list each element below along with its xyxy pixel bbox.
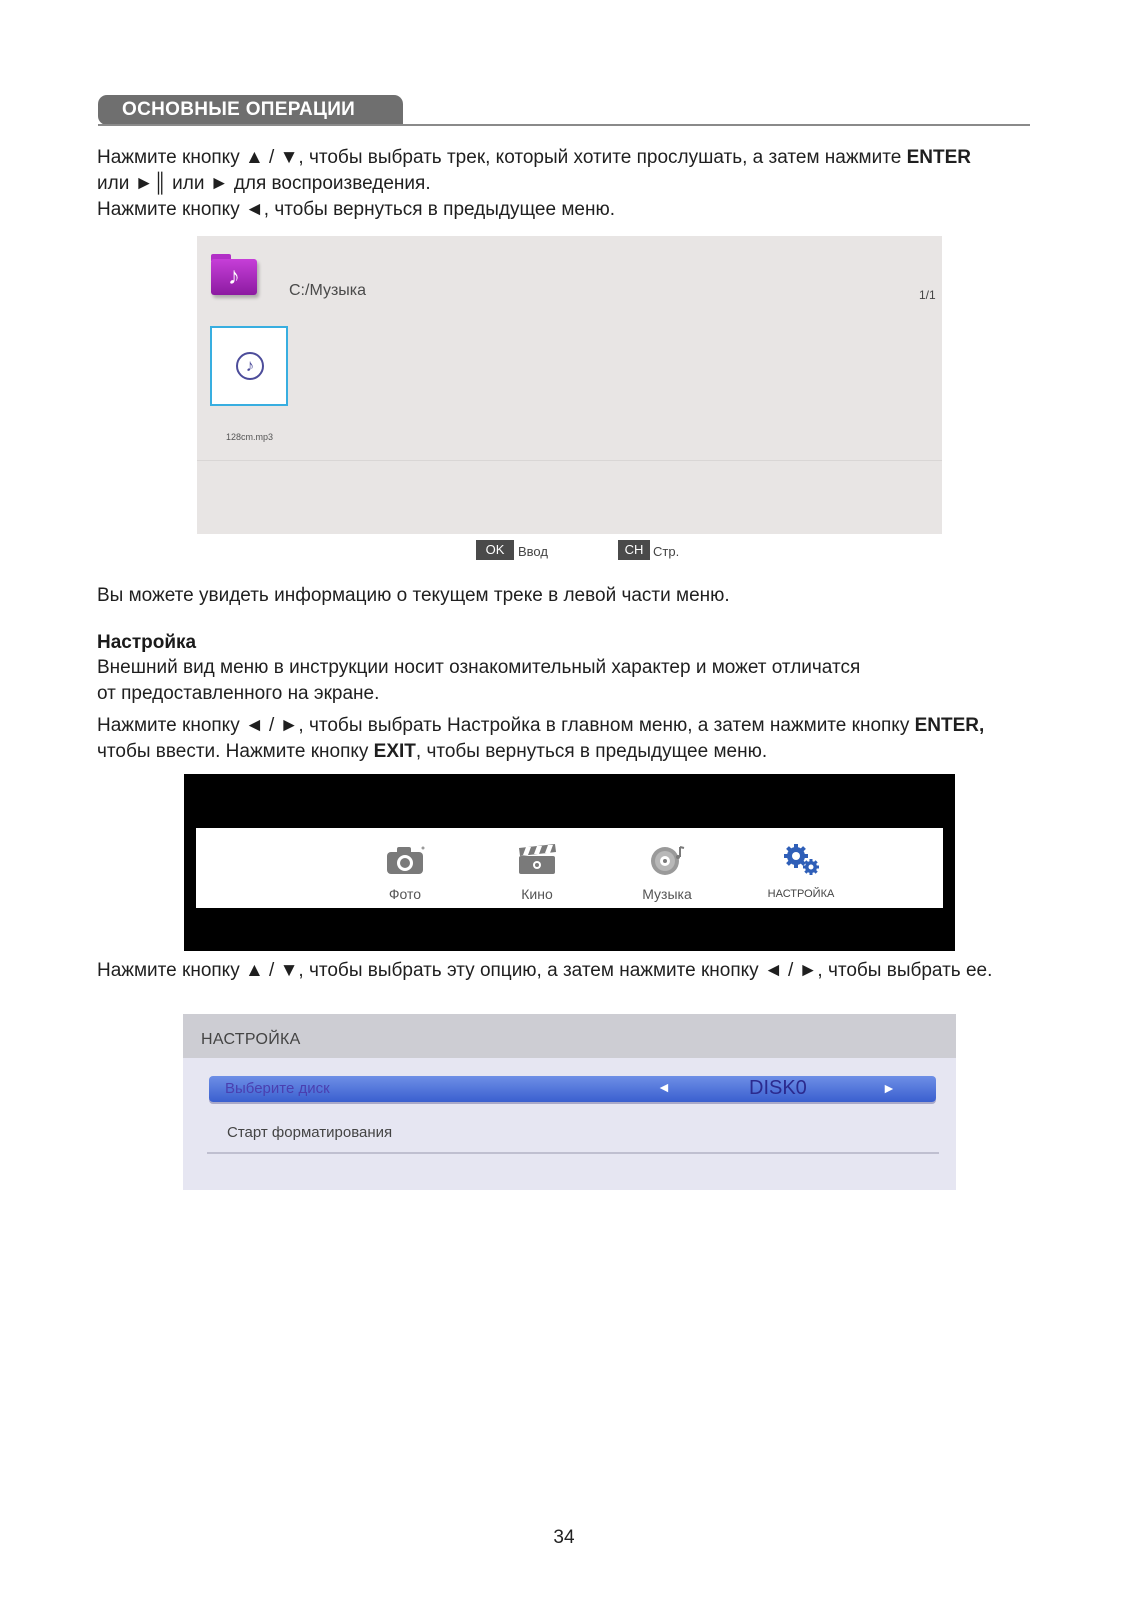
menu-label-settings: НАСТРОЙКА — [767, 888, 835, 900]
browser-page-number: 1/1 — [919, 288, 936, 302]
select-option-text: Нажмите кнопку ▲ / ▼, чтобы выбрать эту опцию, а затем нажмите кнопку ◄ / ►, чтобы выбрать ее. — [97, 960, 993, 981]
select-disk-row[interactable] — [209, 1076, 936, 1102]
settings-note-line-1: Внешний вид меню в инструкции носит ознакомительный характер и может отличатся — [97, 657, 861, 678]
settings-menu-screenshot — [183, 1014, 956, 1190]
enter-key-text: ENTER, — [914, 715, 985, 736]
settings-heading: Настройка — [97, 632, 197, 653]
menu-label-photo: Фото — [388, 886, 422, 902]
intro-line-3: Нажмите кнопку ◄, чтобы вернуться в предыдущее меню. — [97, 199, 615, 220]
select-disk-label: Выберите диск — [225, 1080, 330, 1097]
menu-item-music[interactable] — [612, 828, 722, 908]
ch-key: CH — [618, 540, 650, 560]
arrow-left-icon[interactable]: ◄ — [657, 1079, 671, 1095]
settings-instruction-text: Нажмите кнопку ◄ / ►, чтобы выбрать Настройка в главном меню, а затем нажмите кнопку — [97, 715, 915, 736]
browser-separator — [197, 460, 942, 461]
section-rule — [98, 124, 1030, 126]
camera-icon — [385, 844, 425, 876]
settings-row-divider — [207, 1152, 939, 1154]
music-file-thumbnail[interactable] — [210, 326, 288, 406]
main-menu-bar — [196, 828, 943, 908]
music-folder-icon: ♪ — [211, 259, 257, 295]
main-menu-screenshot — [184, 774, 955, 951]
intro-enter-key: ENTER — [906, 147, 971, 168]
browser-path: C:/Музыка — [289, 282, 367, 299]
settings-note-line-2: от предоставленного на экране. — [97, 683, 380, 704]
music-note-icon: ♪ — [236, 352, 264, 380]
settings-instruction-line-2 — [97, 739, 767, 765]
exit-key-text: EXIT — [373, 741, 416, 762]
arrow-right-icon[interactable]: ► — [882, 1080, 896, 1096]
page-number: 34 — [553, 1527, 575, 1548]
music-file-name: 128cm.mp3 — [226, 432, 274, 442]
menu-label-music: Музыка — [642, 886, 692, 902]
menu-item-movie[interactable] — [482, 828, 592, 908]
gears-icon — [781, 844, 821, 876]
section-header: ОСНОВНЫЕ ОПЕРАЦИИ — [98, 95, 403, 125]
intro-line-1 — [97, 145, 971, 171]
menu-label-movie: Кино — [521, 886, 553, 902]
clapperboard-icon — [517, 844, 557, 876]
disk-value: DISK0 — [749, 1077, 807, 1099]
settings-instruction-text-3: , чтобы вернуться в предыдущее меню. — [415, 741, 768, 762]
settings-menu-title: НАСТРОЙКА — [201, 1031, 301, 1048]
ok-key-label: Ввод — [518, 544, 548, 559]
info-text: Вы можете увидеть информацию о текущем треке в левой части меню. — [97, 585, 730, 606]
music-browser-screenshot — [197, 236, 942, 534]
start-format-row[interactable]: Старт форматирования — [227, 1124, 393, 1141]
intro-line-1-text: Нажмите кнопку ▲ / ▼, чтобы выбрать трек, который хотите прослушать, а затем нажмите — [97, 147, 907, 168]
menu-item-photo[interactable] — [350, 828, 460, 908]
intro-line-2: или ►║ или ► для воспроизведения. — [97, 173, 431, 194]
ch-key-label: Стр. — [653, 544, 680, 559]
settings-instruction-line-1 — [97, 713, 984, 739]
menu-item-settings[interactable] — [746, 828, 856, 908]
settings-instruction-text-2: чтобы ввести. Нажмите кнопку — [97, 741, 374, 762]
music-disc-icon — [647, 844, 687, 876]
ok-key: OK — [476, 540, 514, 560]
